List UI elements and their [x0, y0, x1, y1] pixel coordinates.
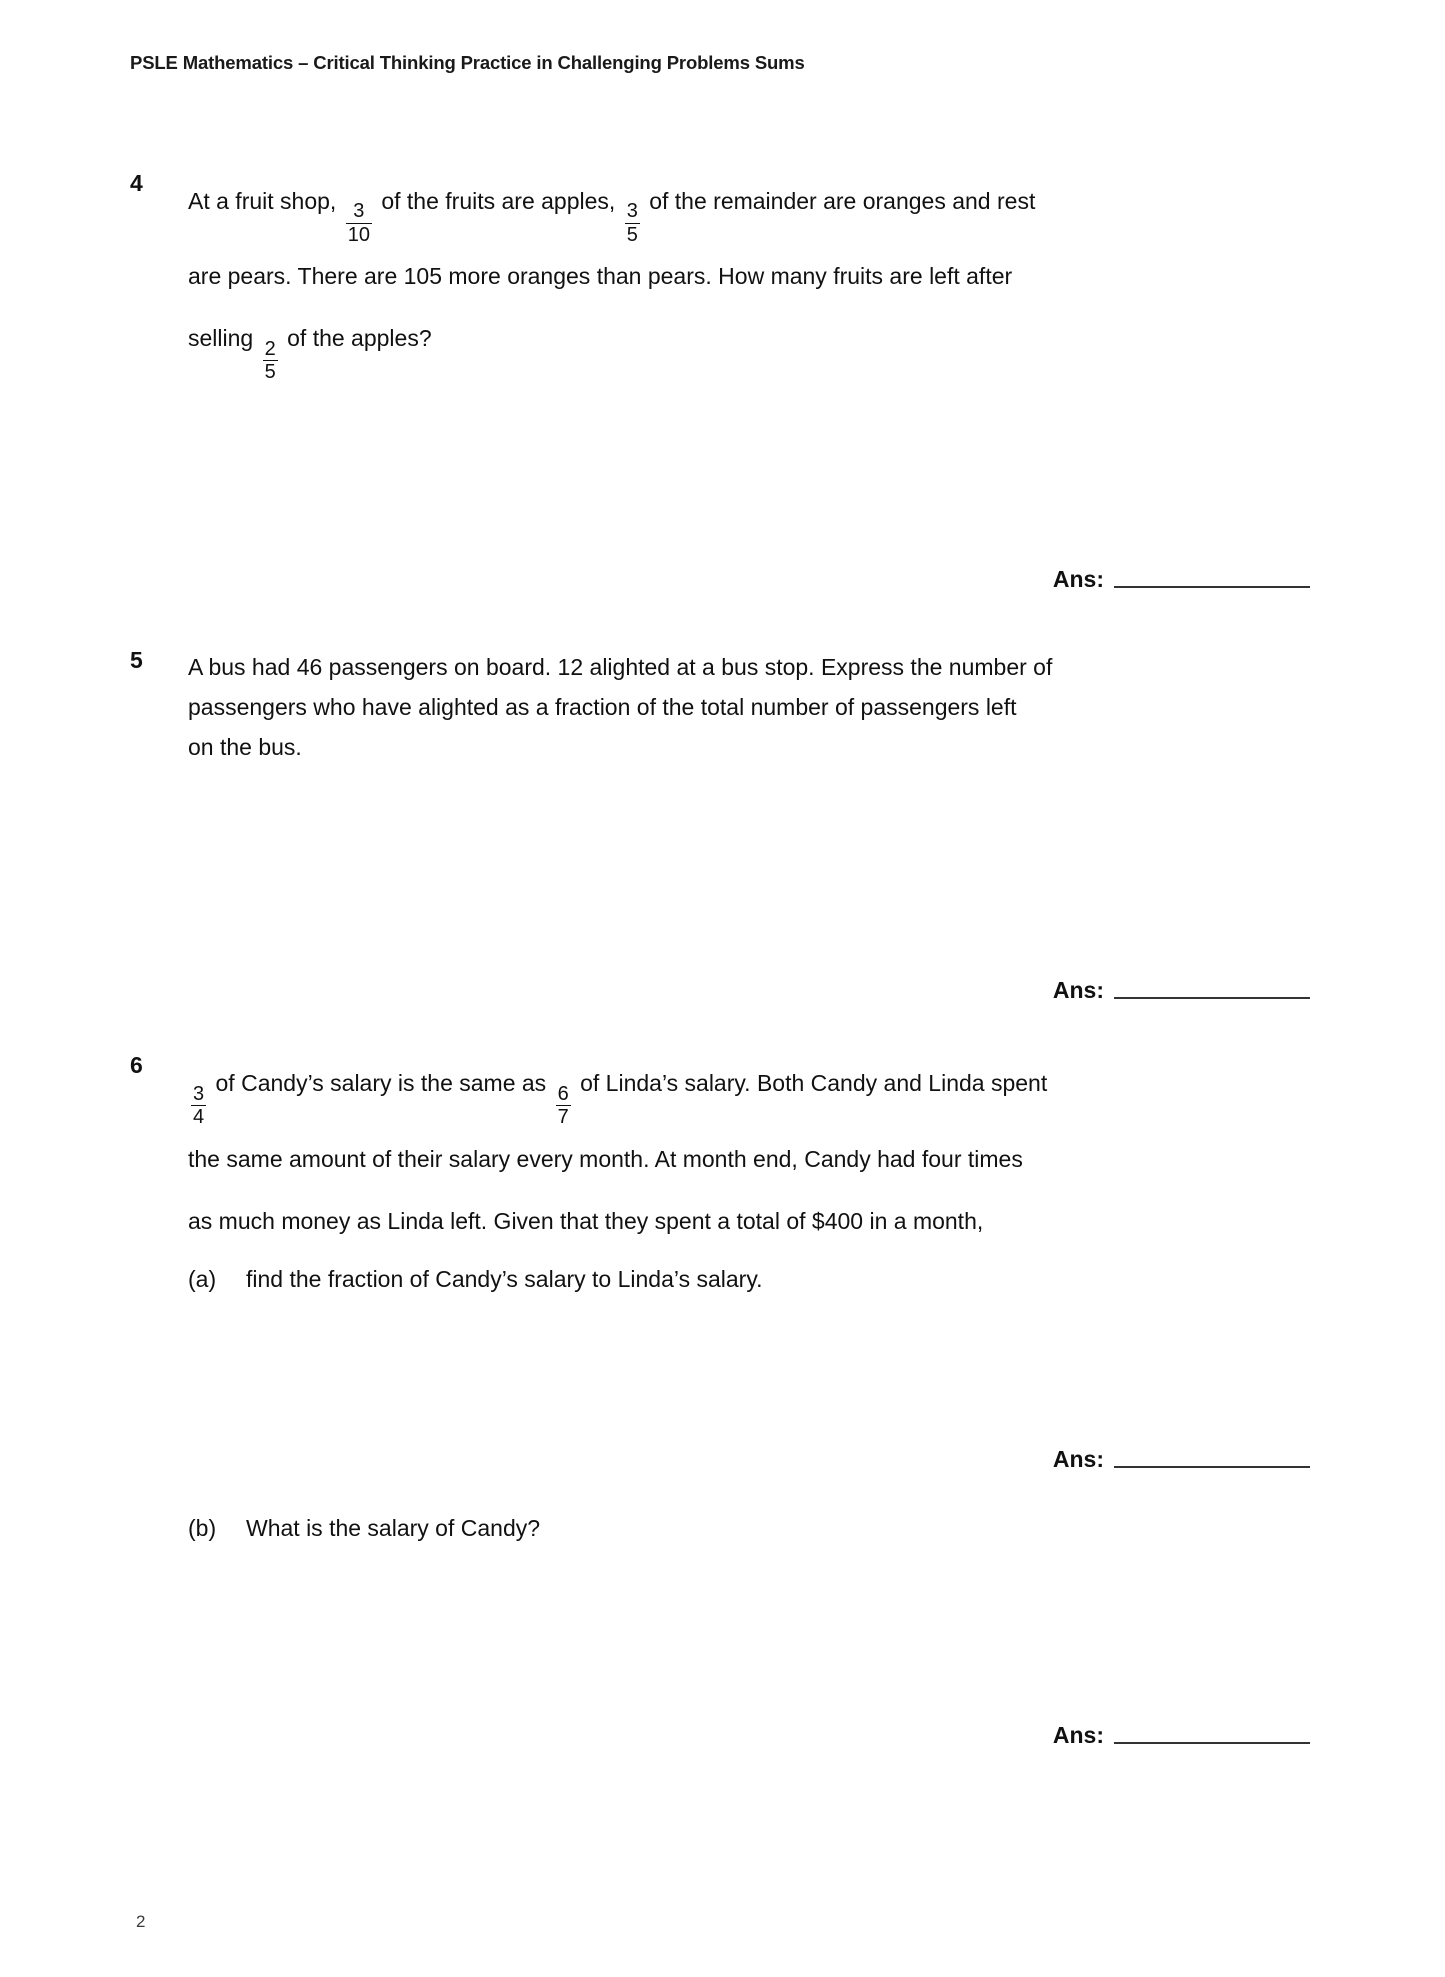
- spacer: [130, 1002, 1310, 1052]
- question-5-line-1: A bus had 46 passengers on board. 12 alighted at a bus stop. Express the number of: [188, 654, 1053, 681]
- text-segment: of Linda’s salary. Both Candy and Linda spent: [573, 1070, 1048, 1097]
- question-4-line-2: are pears. There are 105 more oranges than pears. How many fruits are left after: [188, 263, 1013, 290]
- question-5-line-2: passengers who have alighted as a fraction of the total number of passengers left: [188, 694, 1017, 721]
- subpart-a-label: (a): [188, 1265, 217, 1292]
- subpart-b-label: (b): [188, 1514, 217, 1541]
- question-6-line-1: [188, 1052, 1310, 1127]
- question-4-line-3: [188, 307, 1310, 382]
- page-number: 2: [136, 1912, 146, 1931]
- fraction-6-7: [556, 1084, 571, 1128]
- answer-label: Ans:: [1052, 1445, 1104, 1472]
- text-segment: of the apples?: [280, 325, 432, 352]
- question-6: [130, 1052, 1310, 1251]
- answer-blank-line[interactable]: [1114, 1465, 1310, 1468]
- fraction-denominator: 7: [557, 1106, 569, 1129]
- answer-blank-line[interactable]: [1114, 996, 1310, 999]
- page-title: PSLE Mathematics – Critical Thinking Practice in Challenging Problems Sums: [130, 52, 805, 73]
- fraction-numerator: 3: [353, 200, 365, 223]
- question-5-line-3: on the bus.: [188, 734, 302, 761]
- question-6-line-2: the same amount of their salary every month. At month end, Candy had four times: [188, 1145, 1023, 1172]
- spacer: [130, 1471, 1310, 1515]
- answer-blank-line[interactable]: [1114, 1741, 1310, 1744]
- fraction-3-5: [625, 201, 640, 245]
- fraction-denominator: 5: [264, 360, 276, 383]
- subpart-b-text: What is the salary of Candy?: [246, 1514, 541, 1541]
- fraction-denominator: 10: [347, 223, 370, 246]
- fraction-numerator: 3: [626, 200, 638, 223]
- question-4-number: 4: [130, 170, 143, 196]
- question-4: [130, 170, 1310, 382]
- answer-row-question-6a: [130, 1445, 1310, 1472]
- answer-blank-line[interactable]: [1114, 585, 1310, 588]
- fraction-numerator: 3: [193, 1082, 205, 1105]
- answer-row-question-4: [130, 568, 1310, 591]
- fraction-denominator: 4: [193, 1106, 205, 1129]
- text-segment: of Candy’s salary is the same as: [209, 1070, 553, 1097]
- text-segment: of the fruits are apples,: [374, 188, 622, 214]
- text-segment: of the remainder are oranges and rest: [642, 188, 1036, 214]
- fraction-numerator: 2: [264, 337, 276, 360]
- fraction-2-5: [263, 339, 278, 383]
- fraction-numerator: 6: [557, 1082, 569, 1105]
- answer-label: Ans:: [1052, 977, 1104, 1004]
- answer-row-question-5: [130, 979, 1310, 1002]
- fraction-denominator: 5: [626, 223, 638, 246]
- work-space-question-6b: [130, 1542, 1310, 1724]
- answer-row-question-6b: [130, 1721, 1310, 1748]
- question-5-number: 5: [130, 647, 143, 674]
- question-5-text: [188, 647, 1310, 767]
- question-5: [130, 647, 1310, 767]
- question-6-line-3: as much money as Linda left. Given that they spent a total of $400 in a month,: [188, 1207, 984, 1234]
- work-space-question-5: [130, 767, 1310, 979]
- fraction-3-4: [191, 1084, 206, 1128]
- questions-container: [130, 170, 1310, 1747]
- answer-label: Ans:: [1052, 566, 1104, 593]
- fraction-3-10: [346, 201, 372, 245]
- question-6-subpart-b: [188, 1515, 1310, 1542]
- answer-label: Ans:: [1052, 1721, 1104, 1748]
- spacer: [130, 1252, 1310, 1266]
- subpart-a-text: find the fraction of Candy’s salary to Linda’s salary.: [246, 1265, 763, 1292]
- question-6-subpart-a: [188, 1266, 1310, 1293]
- question-6-number: 6: [130, 1052, 143, 1079]
- work-space-question-4: [130, 382, 1310, 568]
- work-space-question-6a: [130, 1293, 1310, 1448]
- text-segment: At a fruit shop,: [188, 188, 343, 214]
- spacer: [130, 591, 1310, 647]
- question-4-text: [188, 170, 1310, 382]
- question-4-line-1: [188, 170, 1310, 245]
- text-segment: selling: [188, 325, 260, 352]
- question-6-text: [188, 1052, 1310, 1251]
